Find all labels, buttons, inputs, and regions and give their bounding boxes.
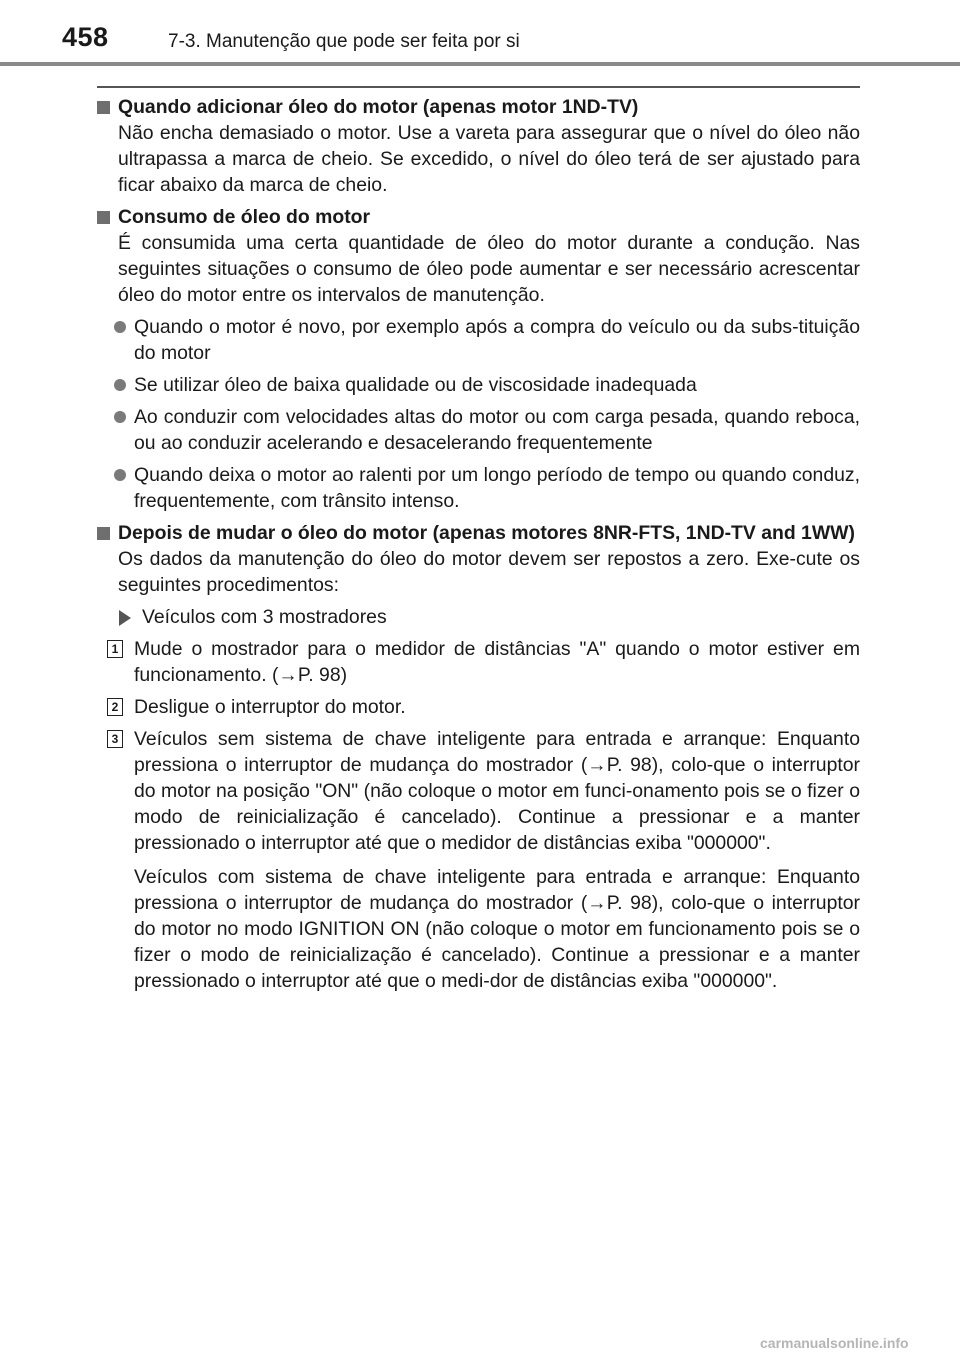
step-number-badge: 2: [107, 698, 123, 716]
square-bullet-icon: [97, 211, 110, 224]
paragraph: Os dados da manutenção do óleo do motor devem ser repostos a zero. Exe-cute os seguintes procedimentos:: [118, 548, 860, 596]
list-item: [97, 404, 860, 456]
section-heading-oil-consumption: [97, 204, 860, 230]
step-3: [97, 726, 860, 856]
list-item: [97, 462, 860, 514]
section-heading-adding-oil: [97, 94, 860, 120]
step-2: [97, 694, 860, 720]
watermark: carmanualsonline.info: [760, 1335, 909, 1351]
page-content: [97, 94, 860, 1000]
paragraph: É consumida uma certa quantidade de óleo do motor durante a condução. Nas seguintes situações o consumo de óleo pode aumentar e ser necessário acrescentar óleo do motor entre os intervalos de manutenção.: [118, 232, 860, 306]
section-heading-text: Quando adicionar óleo do motor (apenas motor 1ND-TV): [118, 96, 639, 118]
triangle-arrow-icon: [119, 610, 131, 626]
vehicle-type-text: Veículos com 3 mostradores: [142, 606, 387, 628]
circle-bullet-icon: [114, 411, 126, 423]
circle-bullet-icon: [114, 321, 126, 333]
list-item-text: Ao conduzir com velocidades altas do motor ou com carga pesada, quando reboca, ou ao conduzir acelerando e desacelerando frequentemente: [134, 406, 860, 454]
page-header: [0, 0, 960, 70]
list-item-text: Se utilizar óleo de baixa qualidade ou de viscosidade inadequada: [134, 374, 697, 396]
square-bullet-icon: [97, 527, 110, 540]
step-text: Desligue o interruptor do motor.: [134, 696, 406, 718]
content-divider: [97, 86, 860, 88]
step-text: Mude o mostrador para o medidor de distâncias "A" quando o motor estiver em funcionamento. (→P. 98): [134, 638, 860, 686]
list-item-text: Quando o motor é novo, por exemplo após a compra do veículo ou da subs-tituição do motor: [134, 316, 860, 364]
paragraph: Não encha demasiado o motor. Use a vareta para assegurar que o nível do óleo não ultrapassa a marca de cheio. Se excedido, o nível do óleo terá de ser ajustado para ficar abaixo da marca de cheio.: [118, 122, 860, 196]
step-1: [97, 636, 860, 688]
section-heading-text: Depois de mudar o óleo do motor (apenas motores 8NR-FTS, 1ND-TV and 1WW): [118, 522, 855, 544]
step-text: Veículos sem sistema de chave inteligente para entrada e arranque: Enquanto pressiona o interruptor de mudança do mostrador (→P. 98), colo-que o interruptor do motor na posição "ON" (não coloque o motor em funci-onamento pois se o fizer o modo de reinicialização é cancelado). Continue a pressionar e a manter pressionado o interruptor até que o medidor de distâncias exiba "000000".: [134, 728, 860, 854]
list-item: [97, 314, 860, 366]
list-item: [97, 372, 860, 398]
chapter-title: 7-3. Manutenção que pode ser feita por si: [168, 31, 520, 52]
page-number: 458: [62, 22, 109, 52]
section-heading-after-oil-change: [97, 520, 860, 546]
circle-bullet-icon: [114, 379, 126, 391]
step-number-badge: 1: [107, 640, 123, 658]
vehicle-type-item: [97, 604, 860, 630]
step-number-badge: 3: [107, 730, 123, 748]
list-item-text: Quando deixa o motor ao ralenti por um longo período de tempo ou quando conduz, frequentemente, com trânsito intenso.: [134, 464, 860, 512]
square-bullet-icon: [97, 101, 110, 114]
section-heading-text: Consumo de óleo do motor: [118, 206, 371, 228]
circle-bullet-icon: [114, 469, 126, 481]
step-3-continued: Veículos com sistema de chave inteligente para entrada e arranque: Enquanto pressiona o interruptor de mudança do mostrador (→P. 98), colo-que o interruptor do motor no modo IGNITION ON (não coloque o motor em funcionamento pois se o fizer o modo de reinicialização é cancelado). Continue a pressionar e a manter pressionado o interruptor até que o medi-dor de distâncias exiba "000000".: [134, 866, 860, 992]
header-divider: [0, 62, 960, 66]
